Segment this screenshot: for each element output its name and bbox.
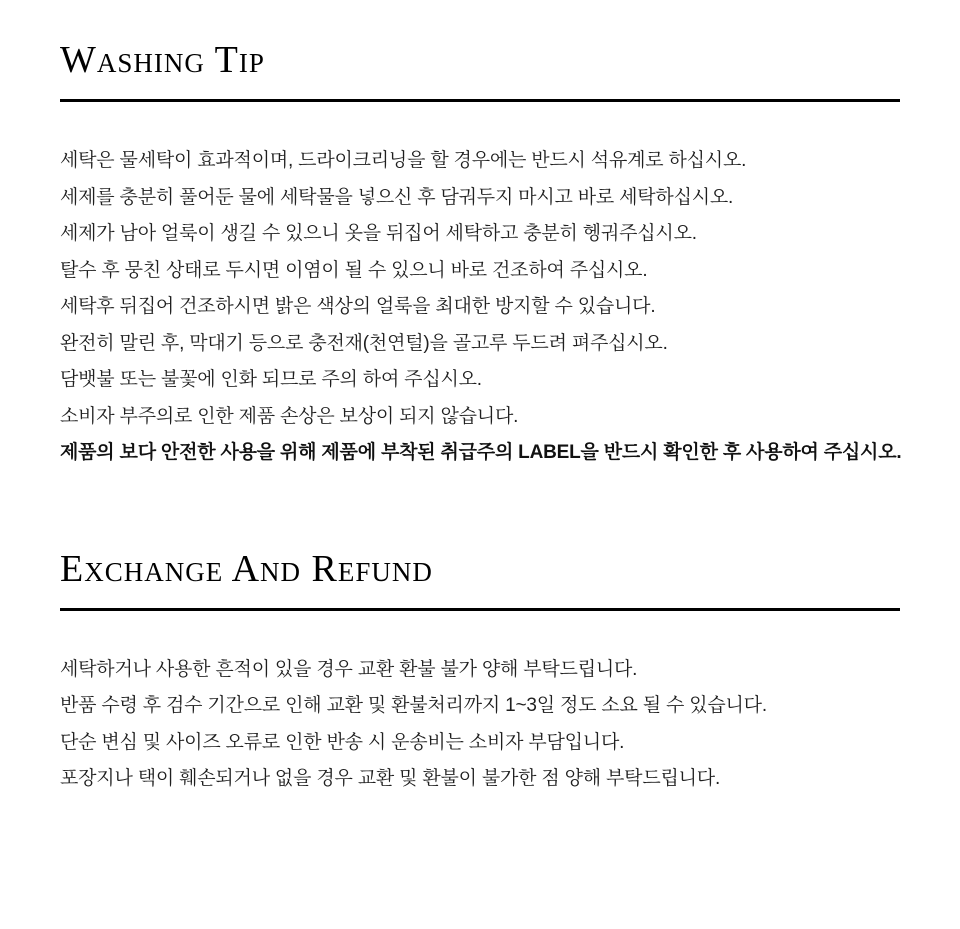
washing-tip-line: 세제를 충분히 풀어둔 물에 세탁물을 넣으신 후 담궈두지 마시고 바로 세탁하십시오.: [60, 186, 734, 208]
washing-tip-body: [60, 143, 900, 472]
exchange-refund-section: [60, 547, 900, 798]
exchange-refund-divider: [60, 608, 900, 611]
washing-tip-line: 세탁은 물세탁이 효과적이며, 드라이크리닝을 할 경우에는 반드시 석유계로 하십시오.: [60, 150, 747, 171]
product-notice-page: [0, 41, 960, 798]
exchange-refund-body: [60, 652, 900, 798]
exchange-refund-line: 단순 변심 및 사이즈 오류로 인한 반송 시 운송비는 소비자 부담입니다.: [60, 731, 625, 753]
washing-tip-line: 담뱃불 또는 불꽃에 인화 되므로 주의 하여 주십시오.: [60, 369, 482, 390]
washing-tip-warning-line: 제품의 보다 안전한 사용을 위해 제품에 부착된 취급주의 LABEL을 반드시 확인한 후 사용하여 주십시오.: [60, 442, 902, 463]
washing-tip-line: 완전히 말린 후, 막대기 등으로 충전재(천연털)을 골고루 두드려 펴주십시오.: [60, 332, 668, 354]
washing-tip-line: 세탁후 뒤집어 건조하시면 밝은 색상의 얼룩을 최대한 방지할 수 있습니다.: [60, 296, 656, 317]
washing-tip-line: 소비자 부주의로 인한 제품 손상은 보상이 되지 않습니다.: [60, 405, 519, 427]
washing-tip-line: 세제가 남아 얼룩이 생길 수 있으니 옷을 뒤집어 세탁하고 충분히 헹궈주십시오.: [60, 223, 697, 244]
exchange-refund-line: 세탁하거나 사용한 흔적이 있을 경우 교환 환불 불가 양해 부탁드립니다.: [60, 658, 638, 680]
exchange-refund-line: 반품 수령 후 검수 기간으로 인해 교환 및 환불처리까지 1~3일 정도 소요 될 수 있습니다.: [60, 695, 767, 716]
washing-tip-divider: [60, 99, 900, 102]
exchange-refund-heading: Exchange And Refund: [60, 547, 433, 590]
washing-tip-line: 탈수 후 뭉친 상태로 두시면 이염이 될 수 있으니 바로 건조하여 주십시오.: [60, 259, 648, 281]
exchange-refund-line: 포장지나 택이 훼손되거나 없을 경우 교환 및 환불이 불가한 점 양해 부탁드립니다.: [60, 768, 721, 789]
washing-tip-heading: Washing Tip: [60, 39, 265, 81]
washing-tip-section: [60, 41, 900, 472]
